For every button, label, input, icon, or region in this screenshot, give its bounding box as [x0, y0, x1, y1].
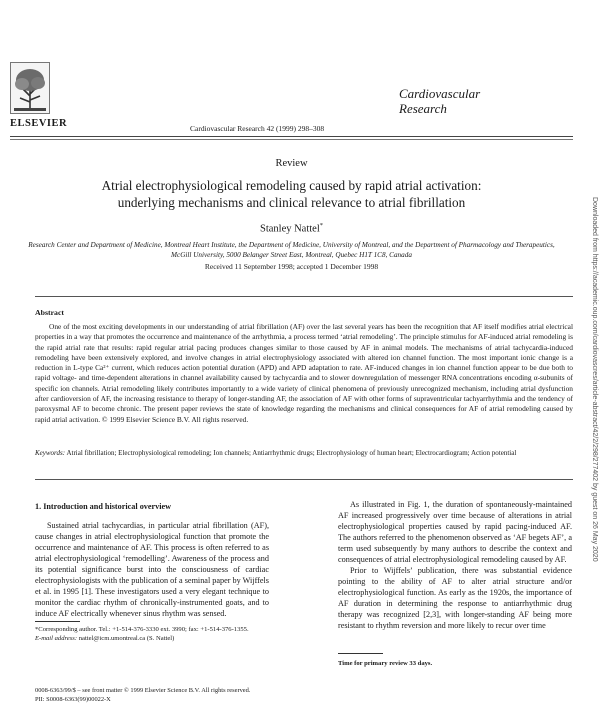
keywords-rule [35, 479, 573, 480]
header-rule-thin [10, 139, 573, 140]
article-title-line1: Atrial electrophysiological remodeling caused by rapid atrial activation: [101, 178, 482, 193]
download-watermark [585, 197, 597, 597]
review-time-rule [338, 653, 383, 654]
download-watermark-text: Downloaded from https://academic.oup.com/cardiovascres/article-abstract/42/2/298/277402 by guest on 26 May 2020 [591, 197, 598, 562]
article-type: Review [275, 158, 308, 169]
journal-name-line1: Cardiovascular [399, 86, 481, 101]
journal-name-line2: Research [399, 101, 447, 116]
footnote-rule [35, 621, 80, 622]
article-title [0, 177, 583, 211]
paragraph: Prior to Wijffels’ publication, there was substantial evidence pointing to the ability of AF to alter atrial structure and/or electrophysiological function. As early as the 1920s, the importance of AF duration in determining the response to antiarrhythmic drug therapy was recognized [2,3], with longer-standing AF being more resistant to rhythm reversion and more likely to recur over time [338, 566, 572, 630]
abstract-top-rule [35, 296, 573, 297]
author-affiliation: Research Center and Department of Medicine, Montreal Heart Institute, the Department of Medicine, University of Montreal, and the Department of Pharmacology and Therapeutics, McGill University, 5000 Belanger Street East, Montreal, Quebec H1T 1C8, Canada [28, 241, 555, 259]
footnote-email-label: E-mail address: [35, 635, 78, 642]
corresponding-author-footnote [35, 625, 269, 643]
journal-citation: Cardiovascular Research 42 (1999) 298–308 [190, 124, 325, 133]
abstract-body [35, 322, 573, 425]
footnote-contact: *Corresponding author. Tel.: +1-514-376-3330 ext. 3990; fax: +1-514-376-1355. [35, 626, 249, 633]
keywords-text: Atrial fibrillation; Electrophysiological remodeling; Ion channels; Antiarrhythmic drugs; Electrophysiology of human heart; Electrocardiogram; Action potential [66, 449, 517, 457]
article-title-line2: underlying mechanisms and clinical relevance to atrial fibrillation [117, 195, 466, 210]
keywords-label: Keywords: [35, 449, 66, 457]
review-time-note: Time for primary review 33 days. [338, 660, 433, 667]
pii-line: PII: S0008-6363(99)00022-X [35, 696, 111, 703]
publisher-name: ELSEVIER [10, 118, 68, 129]
elsevier-tree-logo-icon [10, 62, 50, 114]
footnote-email [35, 634, 269, 643]
footnote-email-address: nattel@icm.umontreal.ca (S. Nattel) [78, 635, 175, 642]
paragraph: As illustrated in Fig. 1, the duration of spontaneously-maintained AF increased progressively over time because of alterations in atrial electrophysiological properties caused by rapid pacing-induced AF. The authors referred to the phenomenon observed as ‘AF begets AF’, a term used subsequently by many authors to describe the context and consequences of atrial electrophysiological remodeling caused by AF. [338, 500, 572, 564]
received-dates: Received 11 September 1998; accepted 1 December 1998 [204, 262, 379, 271]
right-column [338, 499, 572, 631]
copyright-line: 0008-6363/99/$ – see front matter © 1999 Elsevier Science B.V. All rights reserved. [35, 687, 251, 694]
header-rule [10, 136, 573, 137]
copyright-footer [35, 686, 250, 704]
abstract-heading: Abstract [35, 308, 65, 317]
paragraph: Sustained atrial tachycardias, in particular atrial fibrillation (AF), cause changes in atrial electrophysiological function that promote the occurrence and maintenance of AF. This process is often referred to as atrial electrophysiological ‘remodelling’. Awareness of the process and its potential significance burst into the consciousness of cardiac electrophysiologists with the publication of a seminal paper by Wijffels et al. in 1995 [1]. These investigators used a very elegant technique to monitor the cardiac rhythm of chronically-instrumented goats, and to induce AF electrically whenever sinus rhythm was sensed. [35, 521, 269, 618]
left-column [35, 520, 269, 619]
author-name [0, 222, 583, 235]
journal-name [399, 86, 480, 116]
keywords [35, 449, 573, 459]
abstract-text: One of the most exciting developments in our understanding of atrial fibrillation (AF) over the last several years has been the recognition that AF itself modifies atrial electrical properties in a way that promotes the occurrence and maintenance of the arrhythmia, a process termed ‘atrial remodeling’. The principle stimulus for AF-induced atrial remodeling is the rapid atrial rate that results: rapid regular atrial pacing produces changes similar to those caused by AF in animal models. The mechanisms of atrial tachycardia-induced remodeling have been extensively explored, and involve changes in atrial electrophysiology associated with altered ion channel function. The most important ionic change is a reduction in L-type Ca²⁺ current, which reduces action potential duration (APD) and APD adaptation to rate. AF-induced changes in ion channel function appear to be due both to rapid voltage- and time-dependent alterations in channel availability caused by tachycardia and to slower downregulation of messenger RNA concentrations encoding α-subunits of specific ion channels. Atrial remodeling likely contributes importantly to a wide variety of clinical phenomena of previously unrecognized mechanism, including atrial dysfunction after cardioversion of AF, the increasing resistance to therapy of longer-standing AF, the association of AF with other forms of supraventricular tachyarrhythmia and the tendency of paroxysmal AF to become chronic. The present paper reviews the state of knowledge regarding the mechanisms and clinical consequences for AF of atrial remodeling caused by rapid atrial activation. © 1999 Elsevier Science B.V. All rights reserved. [35, 322, 573, 424]
author-corresponding-mark: * [319, 222, 324, 229]
author-name-text: Stanley Nattel [259, 223, 320, 235]
section-heading: 1. Introduction and historical overview [35, 502, 172, 511]
